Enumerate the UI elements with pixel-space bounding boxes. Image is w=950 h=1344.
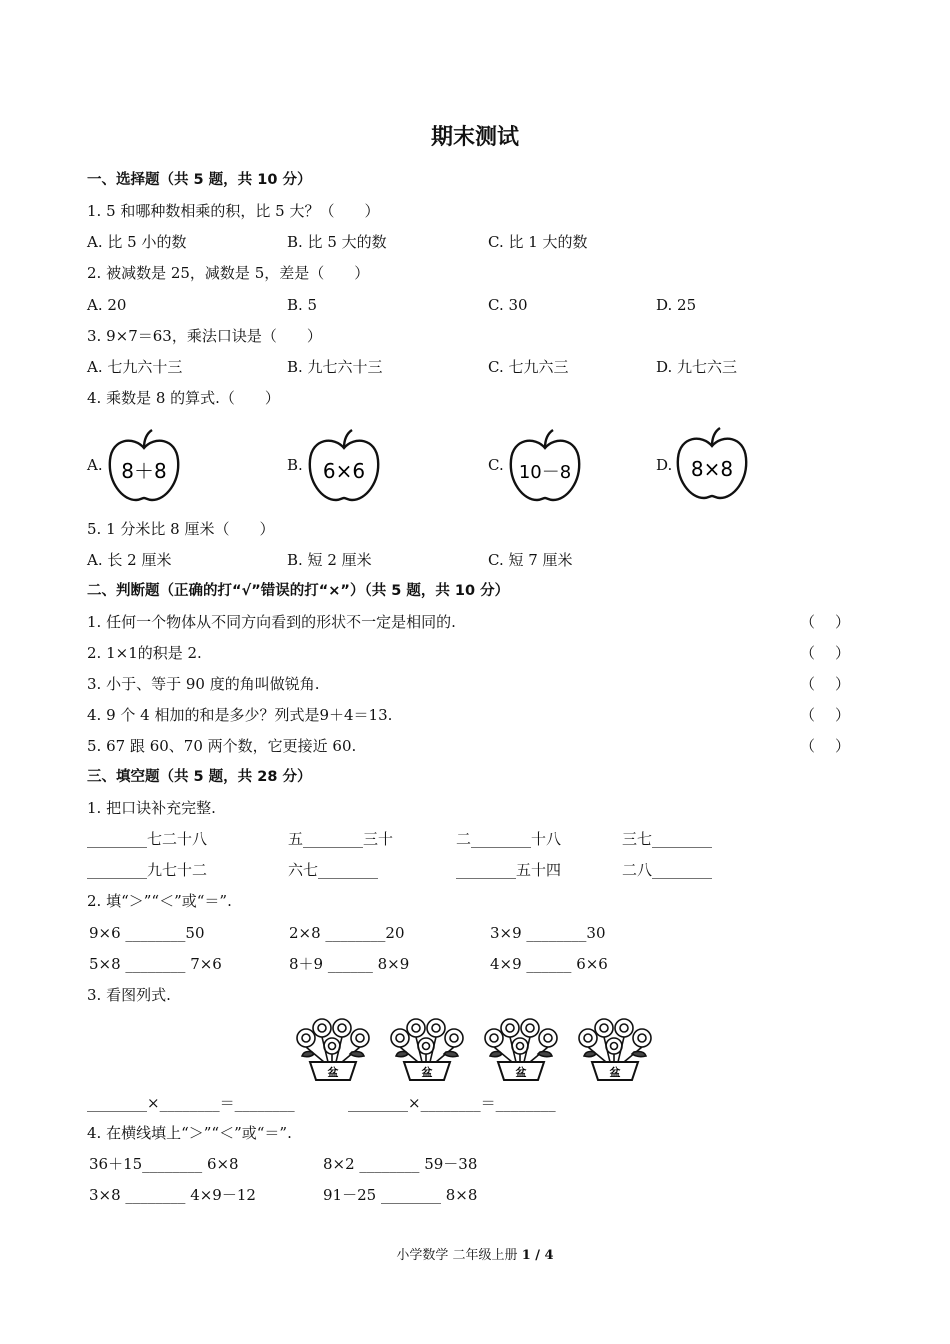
apple-expression: 6×6 (322, 459, 366, 483)
paren-close: ） (834, 737, 850, 755)
q2-option-d: D. 25 (656, 296, 697, 314)
apple-expression: 8＋8 (121, 459, 167, 483)
blank-item[interactable]: 六七________ (288, 861, 379, 879)
flower-pot-icon (386, 1016, 468, 1082)
question-1-stem: 1. 5 和哪种数相乘的积，比 5 大？（ ） (87, 202, 380, 220)
footer-text: 小学数学 二年级上册 (396, 1248, 518, 1263)
apple-icon (505, 428, 585, 504)
compare-item[interactable]: 4×9 ______ 6×6 (490, 955, 608, 973)
apple-icon (672, 426, 752, 502)
q1-option-c: C. 比 1 大的数 (488, 233, 588, 251)
q3-option-d: D. 九七六三 (656, 358, 738, 376)
compare-item[interactable]: 3×9 ________30 (490, 924, 606, 942)
apple-expression: 8×8 (690, 457, 734, 481)
answer-parentheses[interactable] (800, 705, 850, 725)
blank-item[interactable]: 五________三十 (288, 830, 394, 848)
fill-q4-stem: 4. 在横线填上“＞”“＜”或“＝”. (87, 1124, 292, 1142)
equation-blank-2[interactable]: ________×________＝________ (348, 1094, 556, 1112)
paren-close: ） (834, 706, 850, 724)
pot-label: 盆 (609, 1066, 621, 1079)
blank-item[interactable]: ________七二十八 (87, 830, 208, 848)
paren-close: ） (834, 613, 850, 631)
q2-option-b: B. 5 (287, 296, 318, 314)
q3-option-a: A. 七九六十三 (87, 358, 183, 376)
paren-close: ） (834, 675, 850, 693)
section3-heading: 三、填空题（共 5 题，共 28 分） (87, 769, 312, 785)
paren-open: （ (800, 737, 816, 755)
paren-open: （ (800, 613, 816, 631)
blank-item[interactable]: ________九七十二 (87, 861, 208, 879)
q2-option-c: C. 30 (488, 296, 528, 314)
q4-label-a: A. (87, 456, 103, 474)
q1-option-b: B. 比 5 大的数 (287, 233, 387, 251)
page-number: 1 / 4 (521, 1248, 554, 1263)
compare-item[interactable]: 3×8 ________ 4×9－12 (89, 1186, 256, 1204)
q1-option-a: A. 比 5 小的数 (87, 233, 187, 251)
judge-item: 2. 1×1的积是 2. (87, 644, 202, 662)
q5-option-a: A. 长 2 厘米 (87, 551, 172, 569)
q3-option-b: B. 九七六十三 (287, 358, 383, 376)
flower-pot-icon (574, 1016, 656, 1082)
apple-icon (304, 428, 384, 504)
flower-pot-icon (292, 1016, 374, 1082)
compare-item[interactable]: 8×2 ________ 59－38 (323, 1155, 478, 1173)
blank-item[interactable]: 三七________ (622, 830, 713, 848)
q4-label-c: C. (488, 456, 504, 474)
page-title: 期末测试 (430, 125, 519, 150)
pot-label: 盆 (421, 1066, 433, 1079)
q4-label-d: D. (656, 456, 673, 474)
blank-item[interactable]: ________五十四 (456, 861, 562, 879)
equation-blank-1[interactable]: ________×________＝________ (87, 1094, 295, 1112)
apple-expression: 10－8 (518, 462, 572, 483)
answer-parentheses[interactable] (800, 612, 850, 632)
page-footer (0, 1246, 950, 1266)
q5-option-c: C. 短 7 厘米 (488, 551, 573, 569)
section2-heading: 二、判断题（正确的打“√”错误的打“×”）（共 5 题，共 10 分） (87, 583, 510, 599)
pot-label: 盆 (327, 1066, 339, 1079)
compare-item[interactable]: 91－25 ________ 8×8 (323, 1186, 478, 1204)
compare-item[interactable]: 36＋15________ 6×8 (89, 1155, 239, 1173)
question-5-stem: 5. 1 分米比 8 厘米（ ） (87, 520, 275, 538)
paren-open: （ (800, 675, 816, 693)
blank-item[interactable]: 二八________ (622, 861, 713, 879)
q2-option-a: A. 20 (87, 296, 127, 314)
fill-q1-stem: 1. 把口诀补充完整. (87, 799, 216, 817)
paren-open: （ (800, 706, 816, 724)
fill-q3-stem: 3. 看图列式. (87, 986, 171, 1004)
section1-heading: 一、选择题（共 5 题，共 10 分） (87, 172, 312, 188)
q5-option-b: B. 短 2 厘米 (287, 551, 372, 569)
blank-item[interactable]: 二________十八 (456, 830, 562, 848)
apple-icon (104, 428, 184, 504)
judge-item: 5. 67 跟 60、70 两个数，它更接近 60. (87, 737, 357, 755)
answer-parentheses[interactable] (800, 674, 850, 694)
flower-pot-icon (480, 1016, 562, 1082)
question-3-stem: 3. 9×7＝63，乘法口诀是（ ） (87, 327, 322, 345)
paren-close: ） (834, 644, 850, 662)
compare-item[interactable]: 2×8 ________20 (289, 924, 405, 942)
answer-parentheses[interactable] (800, 736, 850, 756)
compare-item[interactable]: 9×6 ________50 (89, 924, 205, 942)
q4-label-b: B. (287, 456, 303, 474)
judge-item: 4. 9 个 4 相加的和是多少？列式是9＋4＝13. (87, 706, 393, 724)
paren-open: （ (800, 644, 816, 662)
answer-parentheses[interactable] (800, 643, 850, 663)
compare-item[interactable]: 5×8 ________ 7×6 (89, 955, 222, 973)
judge-item: 3. 小于、等于 90 度的角叫做锐角. (87, 675, 320, 693)
q3-option-c: C. 七九六三 (488, 358, 569, 376)
compare-item[interactable]: 8＋9 ______ 8×9 (289, 955, 410, 973)
judge-item: 1. 任何一个物体从不同方向看到的形状不一定是相同的. (87, 613, 456, 631)
pot-label: 盆 (515, 1066, 527, 1079)
question-4-stem: 4. 乘数是 8 的算式.（ ） (87, 389, 280, 407)
question-2-stem: 2. 被减数是 25，减数是 5，差是（ ） (87, 264, 370, 282)
fill-q2-stem: 2. 填“＞”“＜”或“＝”. (87, 892, 232, 910)
